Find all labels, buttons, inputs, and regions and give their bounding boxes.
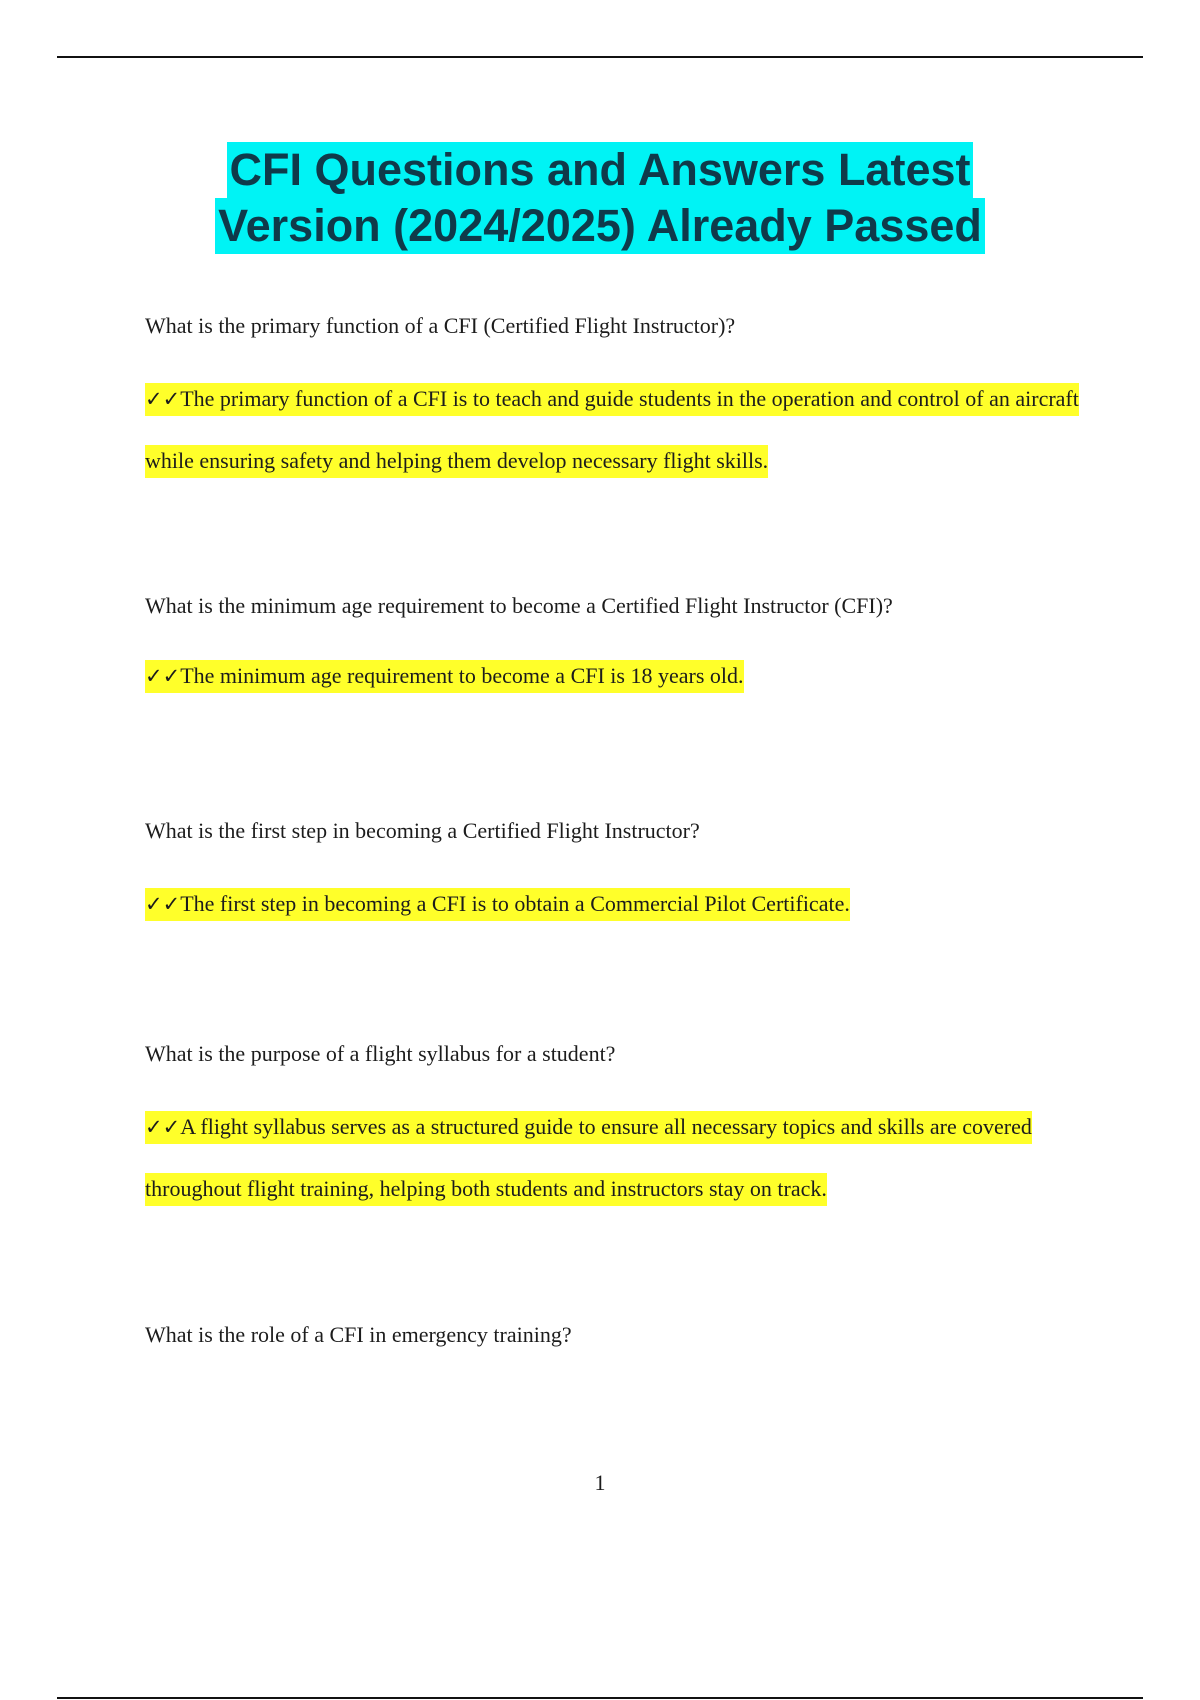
answer-text xyxy=(145,1096,1090,1219)
qa-item xyxy=(145,1320,1090,1350)
qa-item xyxy=(145,591,1090,688)
answer-body: A flight syllabus serves as a structured guide to ensure all necessary topics and skills are covered throughout flight training, helping both students and instructors stay on track. xyxy=(145,1114,1032,1201)
answer-body: The minimum age requirement to become a CFI is 18 years old. xyxy=(180,663,744,688)
question-text: What is the role of a CFI in emergency training? xyxy=(145,1322,572,1347)
qa-item xyxy=(145,816,1090,916)
qa-item xyxy=(145,1039,1090,1201)
title-line-1: CFI Questions and Answers Latest xyxy=(227,142,974,198)
page-number: 1 xyxy=(594,1470,606,1495)
answer-text xyxy=(145,873,1090,935)
qa-item xyxy=(145,311,1090,473)
check-icon: ✓✓ xyxy=(145,1115,181,1139)
answer-text xyxy=(145,368,1090,491)
question-text: What is the first step in becoming a Certified Flight Instructor? xyxy=(145,818,700,843)
answer-body: The primary function of a CFI is to teach and guide students in the operation and control of an aircraft while ensuring safety and helping them develop necessary flight skills. xyxy=(145,386,1079,473)
top-rule xyxy=(57,56,1143,58)
document-title xyxy=(0,142,1200,254)
bottom-rule xyxy=(57,1697,1143,1699)
answer-text xyxy=(145,645,1090,707)
check-icon: ✓✓ xyxy=(145,892,181,916)
question-text: What is the minimum age requirement to become a Certified Flight Instructor (CFI)? xyxy=(145,593,893,618)
question-text: What is the primary function of a CFI (Certified Flight Instructor)? xyxy=(145,313,736,338)
check-icon: ✓✓ xyxy=(145,664,181,688)
question-text: What is the purpose of a flight syllabus for a student? xyxy=(145,1041,616,1066)
check-icon: ✓✓ xyxy=(145,387,181,411)
title-line-2: Version (2024/2025) Already Passed xyxy=(215,198,985,254)
answer-body: The first step in becoming a CFI is to obtain a Commercial Pilot Certificate. xyxy=(180,891,850,916)
